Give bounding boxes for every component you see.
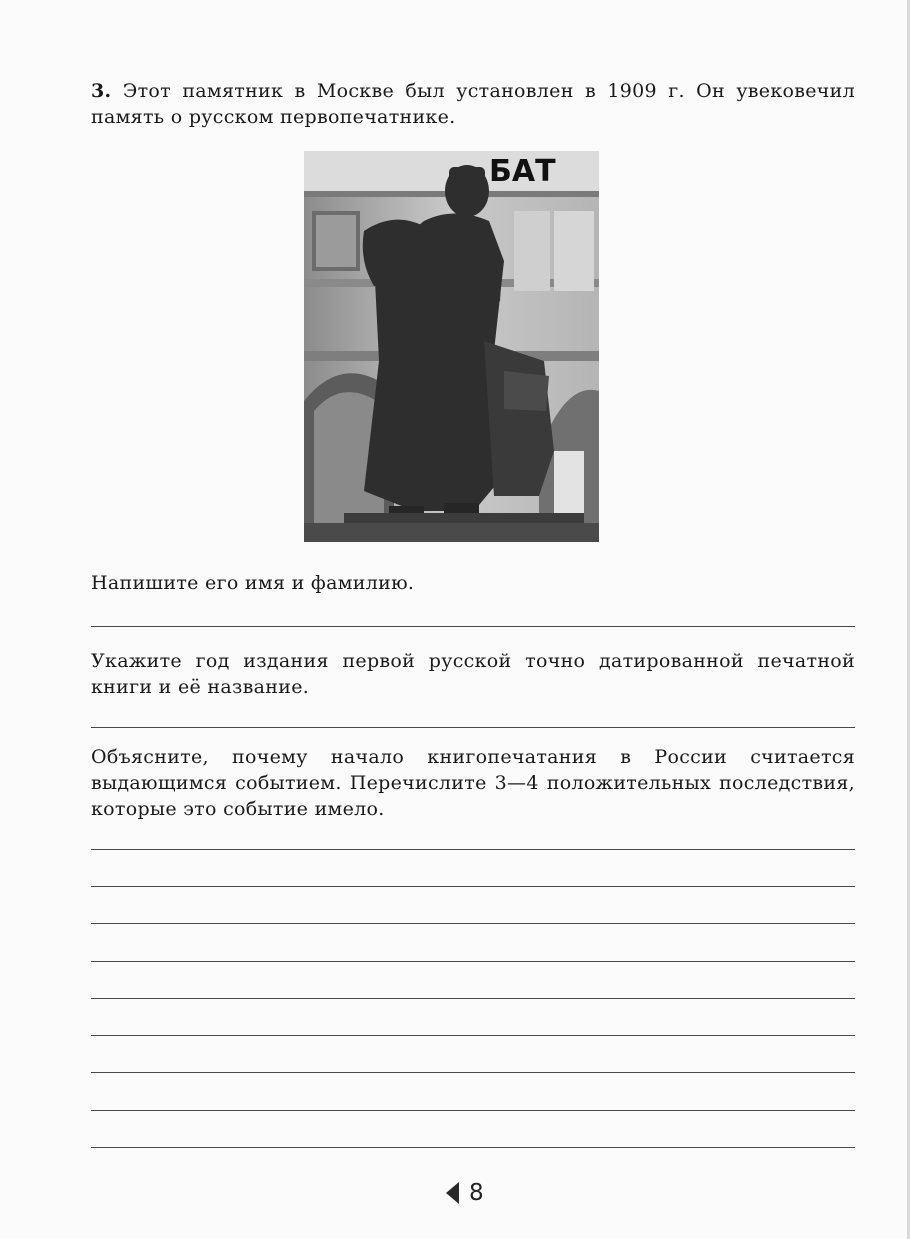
- answer-line[interactable]: [91, 886, 855, 887]
- answer-line[interactable]: [91, 1110, 855, 1111]
- monument-photo-image: [304, 151, 599, 542]
- answer-line[interactable]: [91, 961, 855, 962]
- answer-line[interactable]: [91, 1035, 855, 1036]
- monument-photo: [304, 151, 599, 542]
- page-number: [446, 1178, 484, 1208]
- answer-line[interactable]: [91, 923, 855, 924]
- building-sign-text: БАТ: [489, 154, 556, 189]
- answer-line[interactable]: [91, 1072, 855, 1073]
- answer-line[interactable]: [91, 849, 855, 850]
- question-3: Объясните, почему начало книгопечатания в России считается выдающимся событием. Перечислите 3—4 положительных последствия, которые это событие имело.: [91, 746, 855, 820]
- task-intro-text: Этот памятник в Москве был установлен в 1909 г. Он увековечил память о русском первопечатнике.: [91, 80, 855, 128]
- triangle-left-icon: [446, 1182, 459, 1204]
- answer-line[interactable]: [91, 1147, 855, 1148]
- page-number-text: 8: [469, 1180, 484, 1206]
- question-2: Укажите год издания первой русской точно датированной печатной книги и её название.: [91, 650, 855, 698]
- answer-line[interactable]: [91, 998, 855, 999]
- question-1: Напишите его имя и фамилию.: [91, 572, 415, 594]
- answer-line[interactable]: [91, 727, 855, 728]
- task-intro: [91, 78, 855, 130]
- task-number: 3.: [91, 80, 112, 102]
- answer-line[interactable]: [91, 626, 855, 627]
